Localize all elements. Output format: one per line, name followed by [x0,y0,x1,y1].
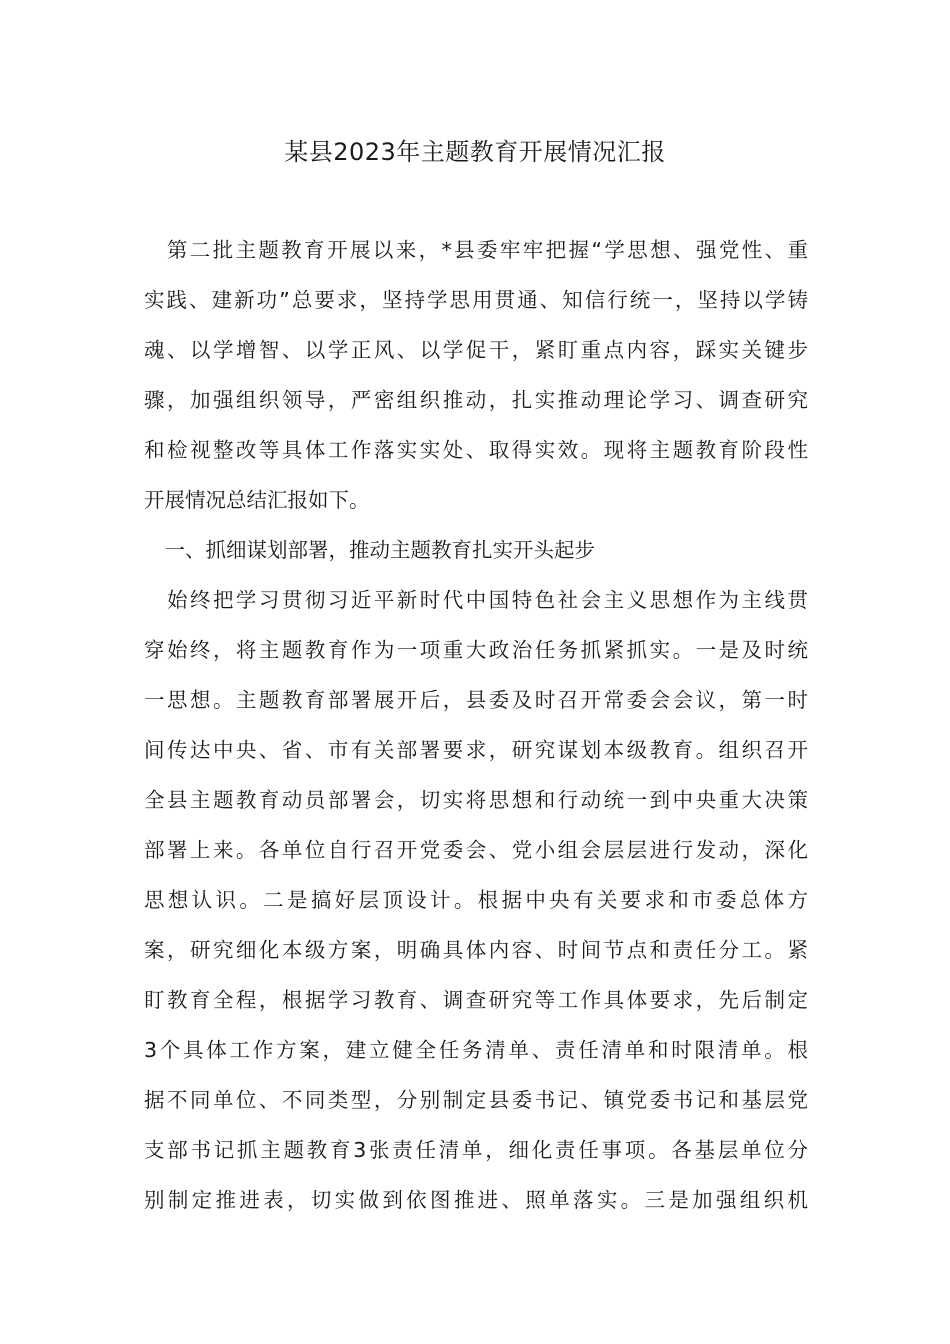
paragraph-line: 据不同单位、不同类型，分别制定县委书记、镇党委书记和基层党 [144,1088,808,1112]
paragraph-line: 间传达中央、省、市有关部署要求，研究谋划本级教育。组织召开 [144,738,808,762]
paragraph-line: 部署上来。各单位自行召开党委会、党小组会层层进行发动，深化 [144,838,808,862]
paragraph-line: 盯教育全程，根据学习教育、调查研究等工作具体要求，先后制定 [144,988,808,1012]
document-title: 某县2023年主题教育开展情况汇报 [284,138,666,166]
paragraph-line: 第二批主题教育开展以来，*县委牢牢把握“学思想、强党性、重 [144,238,808,262]
paragraph-line: 一思想。主题教育部署展开后，县委及时召开常委会会议，第一时 [144,688,808,712]
paragraph-line: 和检视整改等具体工作落实实处、取得实效。现将主题教育阶段性 [144,438,808,462]
paragraph-line: 支部书记抓主题教育3张责任清单，细化责任事项。各基层单位分 [144,1138,808,1162]
paragraph-line: 穿始终，将主题教育作为一项重大政治任务抓紧抓实。一是及时统 [144,638,808,662]
paragraph-line: 开展情况总结汇报如下。 [144,488,370,512]
section-heading: 一、抓细谋划部署，推动主题教育扎实开头起步 [144,538,595,562]
paragraph-line: 始终把学习贯彻习近平新时代中国特色社会主义思想作为主线贯 [144,588,808,612]
paragraph-line: 魂、以学增智、以学正风、以学促干，紧盯重点内容，踩实关键步 [144,338,808,362]
paragraph-line: 骤，加强组织领导，严密组织推动，扎实推动理论学习、调查研究 [144,388,808,412]
paragraph-line: 全县主题教育动员部署会，切实将思想和行动统一到中央重大决策 [144,788,808,812]
paragraph-line: 3个具体工作方案，建立健全任务清单、责任清单和时限清单。根 [144,1038,808,1062]
paragraph-line: 别制定推进表，切实做到依图推进、照单落实。三是加强组织机 [144,1188,808,1212]
paragraph-line: 思想认识。二是搞好层顶设计。根据中央有关要求和市委总体方 [144,888,808,912]
paragraph-line: 实践、建新功”总要求，坚持学思用贯通、知信行统一，坚持以学铸 [144,288,808,312]
paragraph-line: 案，研究细化本级方案，明确具体内容、时间节点和责任分工。紧 [144,938,808,962]
